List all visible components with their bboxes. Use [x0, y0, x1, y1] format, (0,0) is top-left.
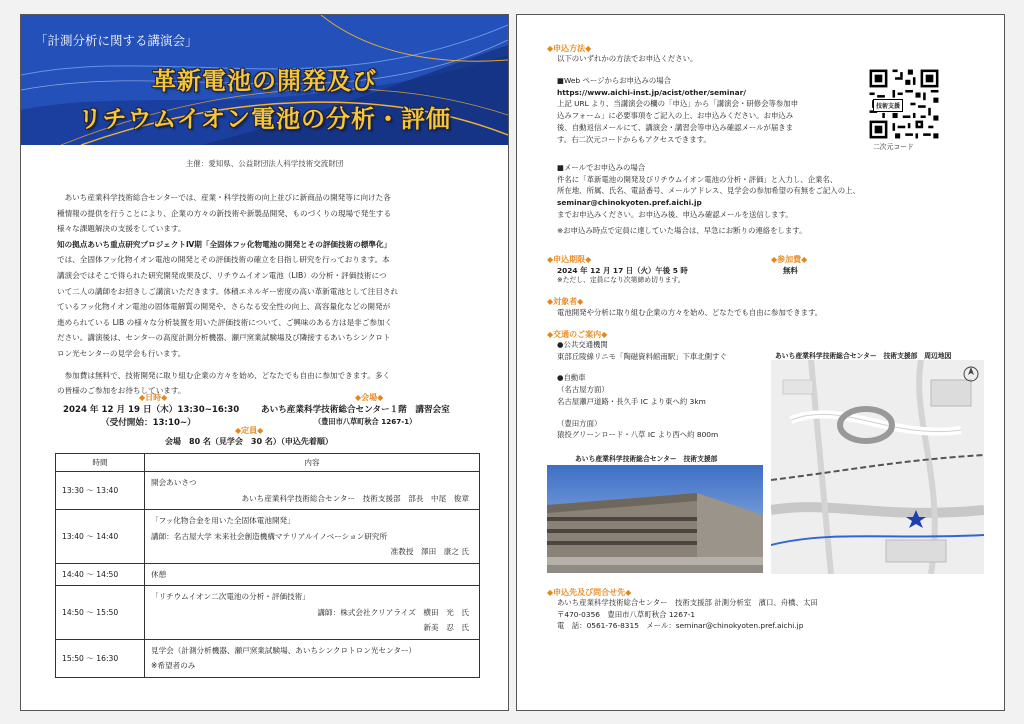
- building-photo: [547, 465, 763, 573]
- row-line: 講師：名古屋大学 未来社会創造機構マテリアルイノベーション研究所: [151, 531, 388, 541]
- table-header-row: [56, 454, 480, 472]
- deadline-text: 2024 年 12 月 17 日（火）午後 5 時: [557, 266, 688, 275]
- intro-line: 様々な課題解決の支援をしています。: [57, 224, 186, 234]
- web-apply-line: 上記 URL より、当講演会の欄の「申込」から「講演会・研修会等参加申: [557, 99, 799, 109]
- row-time: 13:40 ～ 14:40: [56, 510, 145, 564]
- row-line: 休憩: [151, 569, 167, 579]
- row-line: 「フッ化物合金を用いた全固体電池開発」: [151, 516, 295, 525]
- intro-line: では、全固体フッ化物イオン電池の開発とその評価技術の確立を目指し研究を行っております。本: [57, 255, 390, 265]
- intro-line: 講演会ではそこで得られた研究開発成果及び、リチウムイオン電池（LIB）の分析・評価技術につ: [57, 270, 387, 280]
- intro-line: あいち産業科学技術総合センターでは、産業・科学技術の向上並びに新商品の開発等に向けた各: [64, 193, 391, 202]
- event-date: 2024 年 12 月 19 日（木）13:30~16:30: [63, 405, 240, 415]
- deadline-label: ◆申込期限◆: [547, 255, 592, 264]
- row-content: [145, 472, 480, 510]
- access-car-heading: ●自動車: [557, 373, 586, 383]
- intro-line: 参加費は無料で、技術開発に取り組む企業の方々を始め、どなたでも自由に参加できます。多く: [64, 370, 391, 380]
- row-line: 開会あいさつ: [151, 478, 197, 487]
- intro-line: ているフッ化物イオン電池の固体電解質の開発や、さらなる安全性の向上、高容量化などの開発が: [57, 302, 391, 312]
- intro-line: ださい。講演後は、センターの高度計測分析機器、瀬戸窯業試験場及び隣接するあいちシンクロト: [57, 333, 391, 343]
- row-line: 新美 忍 氏: [423, 623, 469, 632]
- date-label: ◆日時◆: [139, 393, 168, 402]
- web-apply-line: す。右二次元コードからもアクセスできます。: [557, 134, 711, 144]
- contact-line: 〒470-0356 豊田市八草町秋合 1267-1: [557, 609, 696, 619]
- web-apply-block: [557, 75, 857, 145]
- table-row: [56, 472, 480, 510]
- row-line: あいち産業科学技術総合センター 技術支援部 部長 中尾 俊章: [241, 493, 469, 503]
- building-illustration: [547, 465, 763, 573]
- area-map: [771, 360, 984, 574]
- program-table: [55, 453, 480, 678]
- event-title-line1: 革新電池の開発及び: [152, 67, 377, 95]
- mail-apply-line: までお申込みください。お申込み後、申込み確認メールを送信します。: [557, 209, 793, 219]
- mail-apply-address[interactable]: seminar@chinokyoten.pref.aichi.jp: [557, 198, 702, 208]
- access-label: ◆交通のご案内◆: [547, 330, 608, 339]
- flyer-page-back: [516, 14, 1005, 711]
- map-graphic: [771, 360, 984, 574]
- intro-text: [57, 190, 482, 399]
- access-car-nagoya-heading: （名古屋方面）: [557, 385, 609, 395]
- apply-intro: 以下のいずれかの方法でお申込ください。: [557, 54, 698, 63]
- photo-caption: あいち産業科学技術総合センター 技術支援部: [575, 455, 718, 463]
- qr-caption: 二次元コード: [873, 143, 914, 151]
- web-apply-line: 後、自動返信メールにて、講演会・講習会等申込み確認メールが届きま: [557, 122, 794, 132]
- venue-address: （豊田市八草町秋合 1267-1）: [314, 417, 417, 426]
- row-time: 15:50 ～ 16:30: [56, 639, 145, 677]
- mail-apply-line: 所在地、所属、氏名、電話番号、メールアドレス、見学会の参加希望の有無をご記入の上、: [557, 186, 860, 196]
- series-label: 「計測分析に関する講演会」: [35, 33, 198, 48]
- access-public-text: 東部丘陵線リニモ「陶磁資料館南駅」下車北側すぐ: [557, 351, 727, 361]
- capacity-text: 会場 80 名（見学会 30 名）（申込先着順）: [165, 437, 333, 446]
- reception-time: （受付開始：13:10~）: [101, 418, 196, 428]
- map-caption: あいち産業科学技術総合センター 技術支援部 周辺地図: [775, 352, 952, 360]
- event-title-line2: リチウムイオン電池の分析・評価: [77, 105, 452, 133]
- table-row: [56, 510, 480, 564]
- mail-apply-line: 件名に「革新電池の開発及びリチウムイオン電池の分析・評価」と入力し、企業名、: [557, 174, 838, 184]
- hero-banner: [21, 15, 508, 145]
- target-text: 電池開発や分析に取り組む企業の方々を始め、どなたでも自由に参加できます。: [557, 308, 823, 317]
- fee-label: ◆参加費◆: [771, 255, 808, 264]
- mail-apply-block: [557, 162, 977, 221]
- row-line: 「リチウムイオン二次電池の分析・評価技術」: [151, 592, 310, 601]
- row-line: ※希望者のみ: [151, 661, 196, 670]
- apply-label: ◆申込方法◆: [547, 44, 592, 53]
- contact-line: あいち産業科学技術総合センター 技術支援部 計測分析室 濱口、舟橋、太田: [557, 598, 818, 607]
- row-time: 13:30 ～ 13:40: [56, 472, 145, 510]
- table-row: [56, 563, 480, 586]
- deadline-note: ※ただし、定員になり次第締め切ります。: [557, 276, 685, 284]
- capacity-label: ◆定員◆: [235, 426, 264, 435]
- row-content: [145, 510, 480, 564]
- contact-label: ◆申込先及び問合せ先◆: [547, 588, 632, 597]
- web-apply-line: 込みフォーム」に必要事項をご記入の上、お申込みください。お申込み: [557, 111, 794, 121]
- row-content: [145, 563, 480, 586]
- mail-apply-heading: ■メールでお申込みの場合: [557, 163, 646, 172]
- venue-label: ◆会場◆: [355, 393, 384, 402]
- intro-line: 種情報の提供を行うことにより、企業の方々の新技術や新製品開発、ものづくりの現場で発生する: [57, 208, 392, 218]
- row-content: [145, 639, 480, 677]
- access-block: [557, 339, 767, 441]
- access-car-toyota-heading: （豊田方面）: [557, 418, 602, 428]
- row-content: [145, 586, 480, 640]
- web-apply-heading: ■Web ページからお申込みの場合: [557, 76, 671, 85]
- table-row: [56, 639, 480, 677]
- intro-line: ロン光センターの見学会も行います。: [57, 348, 186, 358]
- access-car-toyota-text: 猿投グリーンロード・八草 IC より西へ約 800m: [557, 430, 719, 440]
- table-row: [56, 586, 480, 640]
- full-capacity-note: ※お申込み時点で定員に達していた場合は、早急にお断りの連絡をします。: [557, 226, 807, 235]
- intro-line: の皆様のご参加をお待ちしています。: [57, 386, 186, 396]
- row-line: 見学会（計測分析機器、瀬戸窯業試験場、あいちシンクロトロン光センター）: [151, 645, 417, 655]
- table-header-content: 内容: [145, 454, 480, 472]
- intro-line: 進められている LIB の様々な分析装置を用いた評価技術について、ご興味のある方は是非ご参加く: [57, 317, 393, 327]
- event-venue: あいち産業科学技術総合センター１階 講習会室: [261, 405, 450, 415]
- fee-text: 無料: [783, 266, 798, 275]
- flyer-page-front: [20, 14, 509, 711]
- sponsor-text: 主催：愛知県、公益財団法人科学技術交流財団: [185, 159, 344, 168]
- intro-lead-line: 知の拠点あいち重点研究プロジェクトⅣ期「全固体フッ化物電池の開発とその評価技術の標準化」: [57, 239, 392, 249]
- contact-block: [557, 597, 977, 632]
- contact-line[interactable]: 電 話：0561-76-8315 メール：seminar@chinokyoten.pref.aichi.jp: [557, 621, 804, 631]
- access-public-heading: ●公共交通機関: [557, 340, 608, 349]
- row-line: 准教授 澤田 康之 氏: [390, 547, 469, 556]
- row-time: 14:40 ～ 14:50: [56, 563, 145, 586]
- row-line: 講師：株式会社クリアライズ 横田 光 氏: [317, 607, 469, 617]
- qr-badge: 技術支援: [873, 99, 903, 112]
- row-time: 14:50 ～ 15:50: [56, 586, 145, 640]
- web-apply-url[interactable]: https://www.aichi-inst.jp/acist/other/seminar/: [557, 87, 747, 97]
- intro-line: いて二人の講師をお招きしご講演いただきます。体積エネルギー密度の高い革新電池として注目され: [57, 286, 399, 296]
- target-label: ◆対象者◆: [547, 297, 584, 306]
- access-car-nagoya-text: 名古屋瀬戸道路・長久手 IC より東へ約 3km: [557, 396, 706, 406]
- table-header-time: 時間: [56, 454, 145, 472]
